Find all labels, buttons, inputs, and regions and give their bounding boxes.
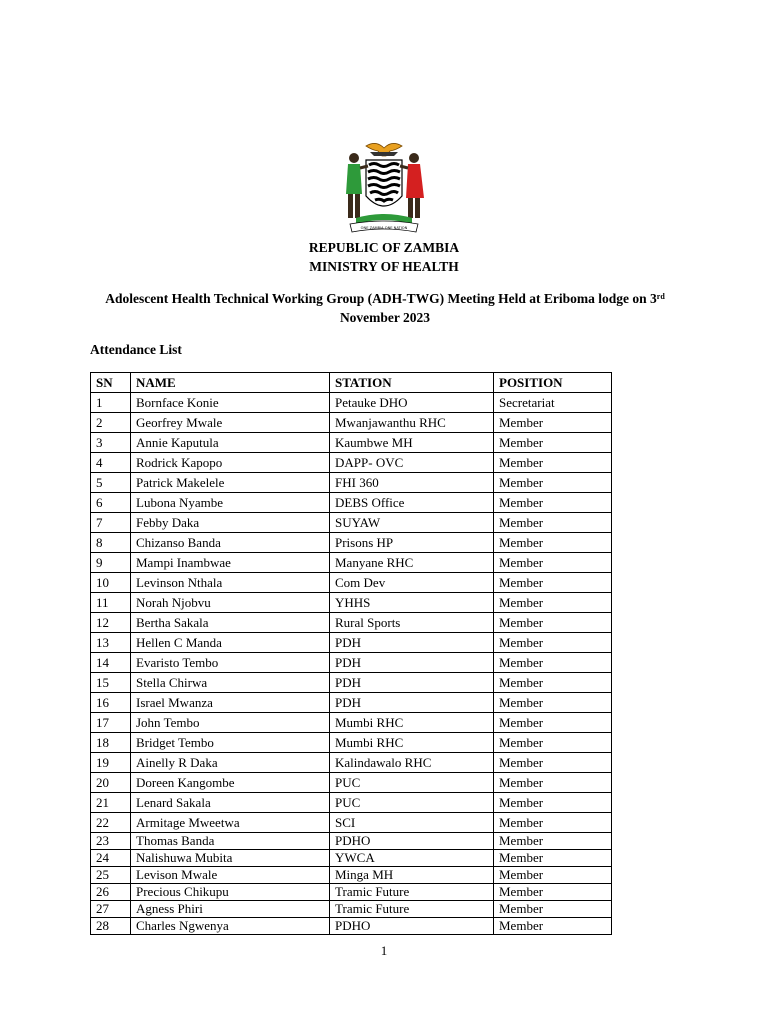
republic-heading: REPUBLIC OF ZAMBIA xyxy=(308,240,460,255)
cell-station: YHHS xyxy=(330,593,494,613)
cell-sn: 6 xyxy=(91,493,131,513)
cell-name: Febby Daka xyxy=(131,513,330,533)
cell-position: Member xyxy=(494,553,612,573)
table-row xyxy=(91,753,612,773)
table-row xyxy=(91,773,612,793)
cell-station: Mwanjawanthu RHC xyxy=(330,413,494,433)
table-row xyxy=(91,553,612,573)
cell-station: PDHO xyxy=(330,833,494,850)
cell-station: FHI 360 xyxy=(330,473,494,493)
cell-position: Member xyxy=(494,713,612,733)
cell-sn: 4 xyxy=(91,453,131,473)
cell-position: Member xyxy=(494,513,612,533)
cell-sn: 20 xyxy=(91,773,131,793)
cell-sn: 2 xyxy=(91,413,131,433)
cell-name: Bornface Konie xyxy=(131,393,330,413)
cell-station: SCI xyxy=(330,813,494,833)
cell-station: Tramic Future xyxy=(330,901,494,918)
cell-name: Thomas Banda xyxy=(131,833,330,850)
cell-sn: 17 xyxy=(91,713,131,733)
cell-station: Com Dev xyxy=(330,573,494,593)
cell-position: Member xyxy=(494,867,612,884)
cell-sn: 5 xyxy=(91,473,131,493)
cell-name: Israel Mwanza xyxy=(131,693,330,713)
table-row xyxy=(91,733,612,753)
cell-sn: 7 xyxy=(91,513,131,533)
cell-position: Member xyxy=(494,413,612,433)
cell-station: Mumbi RHC xyxy=(330,713,494,733)
column-header-name: NAME xyxy=(131,373,330,393)
cell-position: Member xyxy=(494,884,612,901)
table-row xyxy=(91,884,612,901)
cell-name: Rodrick Kapopo xyxy=(131,453,330,473)
cell-position: Member xyxy=(494,573,612,593)
table-row xyxy=(91,493,612,513)
column-header-position: POSITION xyxy=(494,373,612,393)
table-row xyxy=(91,813,612,833)
cell-name: Norah Njobvu xyxy=(131,593,330,613)
cell-sn: 16 xyxy=(91,693,131,713)
table-row xyxy=(91,593,612,613)
cell-station: Tramic Future xyxy=(330,884,494,901)
cell-position: Secretariat xyxy=(494,393,612,413)
cell-sn: 9 xyxy=(91,553,131,573)
cell-station: PDH xyxy=(330,673,494,693)
cell-sn: 22 xyxy=(91,813,131,833)
cell-name: Hellen C Manda xyxy=(131,633,330,653)
cell-station: Mumbi RHC xyxy=(330,733,494,753)
cell-station: DAPP- OVC xyxy=(330,453,494,473)
cell-sn: 13 xyxy=(91,633,131,653)
cell-station: SUYAW xyxy=(330,513,494,533)
cell-name: John Tembo xyxy=(131,713,330,733)
cell-position: Member xyxy=(494,593,612,613)
cell-sn: 21 xyxy=(91,793,131,813)
table-row xyxy=(91,473,612,493)
cell-station: PUC xyxy=(330,773,494,793)
table-body xyxy=(91,393,612,935)
table-row xyxy=(91,713,612,733)
ministry-heading: MINISTRY OF HEALTH xyxy=(309,259,459,274)
cell-name: Lenard Sakala xyxy=(131,793,330,813)
cell-position: Member xyxy=(494,753,612,773)
cell-name: Patrick Makelele xyxy=(131,473,330,493)
cell-station: Prisons HP xyxy=(330,533,494,553)
table-header-row xyxy=(91,373,612,393)
cell-sn: 10 xyxy=(91,573,131,593)
cell-station: Kaumbwe MH xyxy=(330,433,494,453)
cell-sn: 3 xyxy=(91,433,131,453)
cell-position: Member xyxy=(494,433,612,453)
cell-position: Member xyxy=(494,633,612,653)
cell-position: Member xyxy=(494,533,612,553)
meeting-title-date: November 2023 xyxy=(339,310,431,325)
cell-station: Manyane RHC xyxy=(330,553,494,573)
cell-station: Petauke DHO xyxy=(330,393,494,413)
svg-text:ONE ZAMBIA ONE NATION: ONE ZAMBIA ONE NATION xyxy=(360,226,408,230)
cell-position: Member xyxy=(494,901,612,918)
cell-sn: 19 xyxy=(91,753,131,773)
cell-station: DEBS Office xyxy=(330,493,494,513)
cell-name: Precious Chikupu xyxy=(131,884,330,901)
cell-name: Bertha Sakala xyxy=(131,613,330,633)
section-title: Attendance List xyxy=(90,342,182,357)
cell-sn: 18 xyxy=(91,733,131,753)
table-row xyxy=(91,533,612,553)
cell-sn: 27 xyxy=(91,901,131,918)
cell-sn: 26 xyxy=(91,884,131,901)
cell-name: Doreen Kangombe xyxy=(131,773,330,793)
cell-position: Member xyxy=(494,793,612,813)
cell-sn: 15 xyxy=(91,673,131,693)
cell-name: Chizanso Banda xyxy=(131,533,330,553)
table-row xyxy=(91,833,612,850)
table-row xyxy=(91,613,612,633)
cell-station: PUC xyxy=(330,793,494,813)
table-row xyxy=(91,673,612,693)
cell-position: Member xyxy=(494,453,612,473)
cell-name: Nalishuwa Mubita xyxy=(131,850,330,867)
cell-name: Annie Kaputula xyxy=(131,433,330,453)
cell-sn: 8 xyxy=(91,533,131,553)
table-row xyxy=(91,793,612,813)
cell-position: Member xyxy=(494,813,612,833)
cell-station: Rural Sports xyxy=(330,613,494,633)
table-row xyxy=(91,513,612,533)
cell-sn: 28 xyxy=(91,918,131,935)
cell-sn: 12 xyxy=(91,613,131,633)
cell-sn: 23 xyxy=(91,833,131,850)
table-row xyxy=(91,573,612,593)
cell-name: Levison Mwale xyxy=(131,867,330,884)
cell-position: Member xyxy=(494,493,612,513)
page-number: 1 xyxy=(380,943,388,958)
table-row xyxy=(91,693,612,713)
cell-station: PDH xyxy=(330,633,494,653)
cell-station: PDH xyxy=(330,653,494,673)
cell-position: Member xyxy=(494,473,612,493)
cell-station: PDHO xyxy=(330,918,494,935)
cell-position: Member xyxy=(494,833,612,850)
table-row xyxy=(91,413,612,433)
cell-position: Member xyxy=(494,613,612,633)
column-header-sn: SN xyxy=(91,373,131,393)
cell-name: Ainelly R Daka xyxy=(131,753,330,773)
cell-name: Georfrey Mwale xyxy=(131,413,330,433)
cell-name: Evaristo Tembo xyxy=(131,653,330,673)
table-row xyxy=(91,453,612,473)
cell-name: Charles Ngwenya xyxy=(131,918,330,935)
cell-station: Minga MH xyxy=(330,867,494,884)
cell-position: Member xyxy=(494,653,612,673)
cell-name: Lubona Nyambe xyxy=(131,493,330,513)
cell-position: Member xyxy=(494,773,612,793)
table-row xyxy=(91,633,612,653)
table-row xyxy=(91,901,612,918)
cell-name: Stella Chirwa xyxy=(131,673,330,693)
coat-of-arms-emblem xyxy=(336,138,432,238)
cell-station: Kalindawalo RHC xyxy=(330,753,494,773)
meeting-title-ordinal: rd xyxy=(656,292,665,301)
cell-position: Member xyxy=(494,918,612,935)
cell-sn: 11 xyxy=(91,593,131,613)
cell-name: Levinson Nthala xyxy=(131,573,330,593)
meeting-title xyxy=(90,289,680,327)
meeting-title-text: Adolescent Health Technical Working Group (ADH-TWG) Meeting Held at Eriboma lodge on 3 xyxy=(105,291,657,306)
cell-sn: 24 xyxy=(91,850,131,867)
attendance-table xyxy=(90,372,612,935)
cell-name: Armitage Mweetwa xyxy=(131,813,330,833)
table-row xyxy=(91,393,612,413)
cell-station: PDH xyxy=(330,693,494,713)
column-header-station: STATION xyxy=(330,373,494,393)
cell-name: Mampi Inambwae xyxy=(131,553,330,573)
table-row xyxy=(91,653,612,673)
cell-name: Bridget Tembo xyxy=(131,733,330,753)
table-row xyxy=(91,867,612,884)
cell-position: Member xyxy=(494,733,612,753)
cell-name: Agness Phiri xyxy=(131,901,330,918)
table-row xyxy=(91,918,612,935)
cell-position: Member xyxy=(494,850,612,867)
cell-position: Member xyxy=(494,673,612,693)
cell-sn: 25 xyxy=(91,867,131,884)
table-row xyxy=(91,850,612,867)
table-row xyxy=(91,433,612,453)
cell-sn: 14 xyxy=(91,653,131,673)
cell-sn: 1 xyxy=(91,393,131,413)
cell-station: YWCA xyxy=(330,850,494,867)
cell-position: Member xyxy=(494,693,612,713)
